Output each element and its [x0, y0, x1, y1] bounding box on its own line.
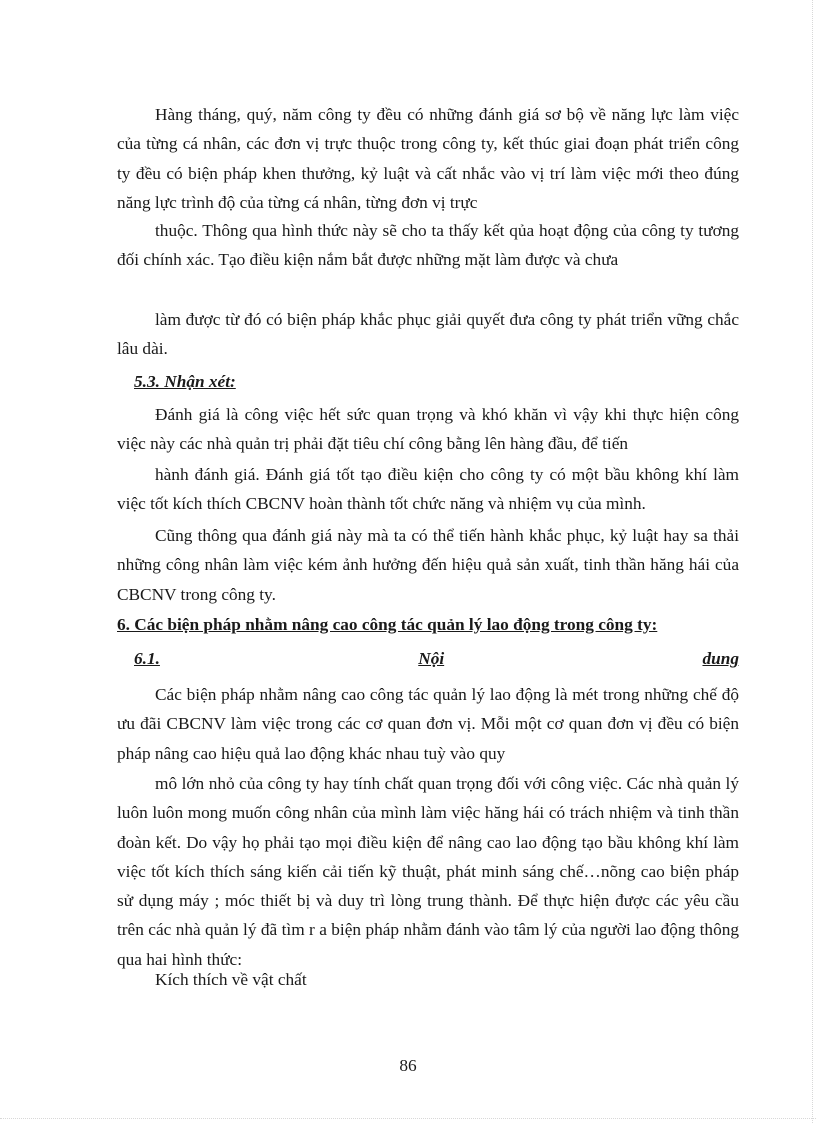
paragraph-evaluation-intro — [117, 100, 739, 217]
paragraph-text: Cũng thông qua đánh giá này mà ta có thể tiến hành khắc phục, kỷ luật hay sa thải những công nhân làm việc kém ảnh hưởng đến hiệu quả sản xuất, tinh thần hăng hái của CBCNV trong công ty. — [117, 526, 739, 604]
paragraph-text: Đánh giá là công việc hết sức quan trọng và khó khăn vì vậy khi thực hiện công việc này các nhà quản trị phải đặt tiêu chí công bằng lên hàng đầu, để tiến — [117, 405, 739, 454]
heading-number: 6.1. — [134, 649, 160, 668]
paragraph-measures-intro — [117, 680, 739, 768]
paragraph-evaluation-importance — [117, 400, 739, 459]
page-number: 86 — [399, 1056, 417, 1075]
section-heading-5-3: 5.3. Nhận xét: — [134, 372, 236, 391]
paragraph-material-incentive — [117, 965, 739, 994]
heading-word: dung — [702, 649, 739, 668]
paragraph-text: làm được từ đó có biện pháp khắc phục giải quyết đưa công ty phát triển vững chắc lâu dài. — [117, 310, 739, 359]
paragraph-measures-detail — [117, 769, 739, 974]
paragraph-text: Các biện pháp nhằm nâng cao công tác quản lý lao động là mét trong những chế độ ưu đãi CBCNV làm việc trong các cơ quan đơn vị. Mỗi một cơ quan đơn vị đều có biện pháp nâng cao hiệu quả lao động khác nhau tuỳ vào quy — [117, 685, 739, 763]
paragraph-evaluation-benefit — [117, 460, 739, 519]
page-border-bottom — [0, 1118, 816, 1120]
section-heading-6-1 — [134, 649, 739, 669]
paragraph-text: Hàng tháng, quý, năm công ty đều có những đánh giá sơ bộ về năng lực làm việc của từng cá nhân, các đơn vị trực thuộc trong công ty, kết thúc giai đoạn phát triển công ty đều có biện pháp khen thưởng, kỷ luật và cất nhắc vào vị trí làm việc mới theo đúng năng lực trình độ của từng cá nhân, từng đơn vị trực — [117, 105, 739, 212]
paragraph-discipline — [117, 521, 739, 609]
section-heading-6: 6. Các biện pháp nhằm nâng cao công tác quản lý lao động trong công ty: — [117, 615, 658, 634]
paragraph-results — [117, 216, 739, 275]
paragraph-improvement — [117, 305, 739, 364]
paragraph-text: mô lớn nhỏ của công ty hay tính chất quan trọng đối với công việc. Các nhà quản lý luôn luôn mong muốn công nhân của mình làm việc hăng hái có trách nhiệm và tinh thần đoàn kết. Do vậy họ phải tạo mọi điều kiện để nâng cao lao động tạo bầu không khí làm việc tốt kích thích sáng kiến cải tiến kỹ thuật, phát minh sáng chế…nõng cao biện pháp sử dụng máy ; móc thiết bị và duy trì lòng trung thành. Để thực hiện được các yêu cầu trên các nhà quản lý đã tìm r a biện pháp nhằm đánh vào tâm lý của người lao động thông qua hai hình thức: — [117, 774, 739, 969]
paragraph-text: Kích thích về vật chất — [155, 970, 307, 989]
paragraph-text: thuộc. Thông qua hình thức này sẽ cho ta thấy kết qủa hoạt động của công ty tương đối chính xác. Tạo điều kiện nắm bắt được những mặt làm được và chưa — [117, 221, 739, 270]
heading-word: Nội — [418, 649, 445, 668]
paragraph-text: hành đánh giá. Đánh giá tốt tạo điều kiện cho công ty có một bầu không khí làm việc tốt kích thích CBCNV hoàn thành tốt chức năng và nhiệm vụ của mình. — [117, 465, 739, 514]
page-border-right — [812, 0, 814, 1123]
